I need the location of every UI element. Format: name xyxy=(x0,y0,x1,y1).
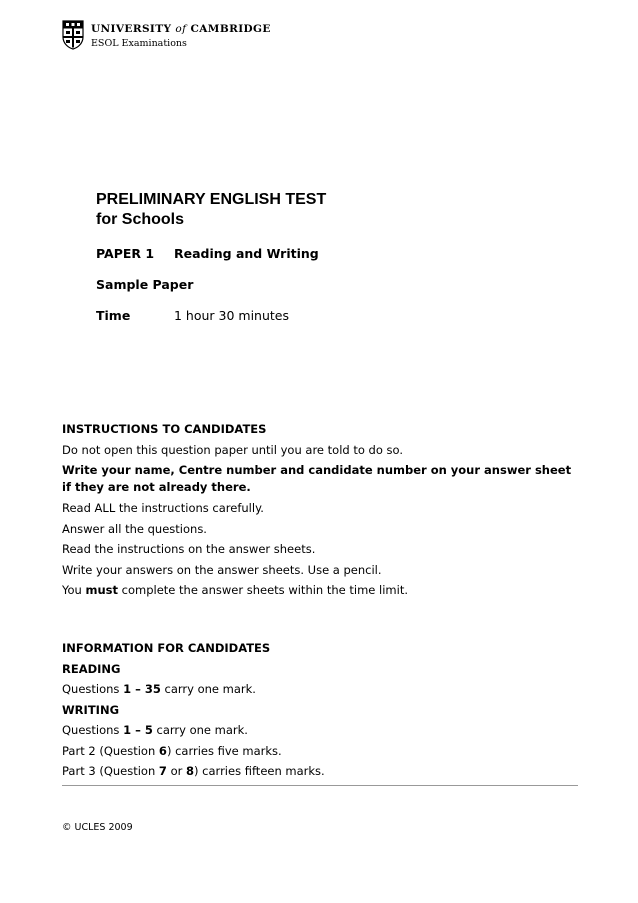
test-title-line1: PRELIMINARY ENGLISH TEST xyxy=(96,191,327,208)
writing-marks-part2: Part 2 (Question 6) carries five marks. xyxy=(62,743,282,758)
time-value: 1 hour 30 minutes xyxy=(174,308,290,323)
paper-name: Reading and Writing xyxy=(174,246,319,261)
footer-divider xyxy=(62,785,578,786)
information-section xyxy=(62,638,578,782)
time-label: Time xyxy=(96,308,131,323)
writing-marks-part3: Part 3 (Question 7 or 8) carries fifteen marks. xyxy=(62,764,325,778)
instruction-line: Answer all the questions. xyxy=(62,521,207,536)
writing-marks-part1: Questions 1 – 5 carry one mark. xyxy=(62,723,248,737)
instruction-line: Write your answers on the answer sheets. Use a pencil. xyxy=(62,562,382,577)
test-title xyxy=(96,190,326,230)
instruction-line: Read the instructions on the answer sheets. xyxy=(62,542,316,556)
instruction-line: Write your name, Centre number and candidate number on your answer sheet if they are not already there. xyxy=(62,463,572,494)
instruction-line: You must complete the answer sheets within the time limit. xyxy=(62,583,408,597)
paper-row xyxy=(96,246,319,261)
paper-label: PAPER 1 xyxy=(96,246,155,261)
copyright: © UCLES 2009 xyxy=(62,822,133,833)
instruction-line: Read ALL the instructions carefully. xyxy=(62,501,264,515)
sample-label: Sample Paper xyxy=(96,277,194,292)
university-subtitle: ESOL Examinations xyxy=(91,38,187,49)
writing-heading: WRITING xyxy=(62,702,120,717)
time-row xyxy=(96,308,290,323)
instruction-line: Do not open this question paper until you are told to do so. xyxy=(62,442,404,457)
test-title-line2: for Schools xyxy=(96,211,185,228)
instructions-heading: INSTRUCTIONS TO CANDIDATES xyxy=(62,422,267,436)
sample-row xyxy=(96,277,193,292)
instructions-section xyxy=(62,419,578,601)
reading-marks: Questions 1 – 35 carry one mark. xyxy=(62,682,256,696)
cambridge-shield-icon xyxy=(62,20,84,50)
information-heading: INFORMATION FOR CANDIDATES xyxy=(62,641,271,655)
university-name: UNIVERSITY of CAMBRIDGE xyxy=(91,23,271,35)
reading-heading: READING xyxy=(62,661,121,676)
